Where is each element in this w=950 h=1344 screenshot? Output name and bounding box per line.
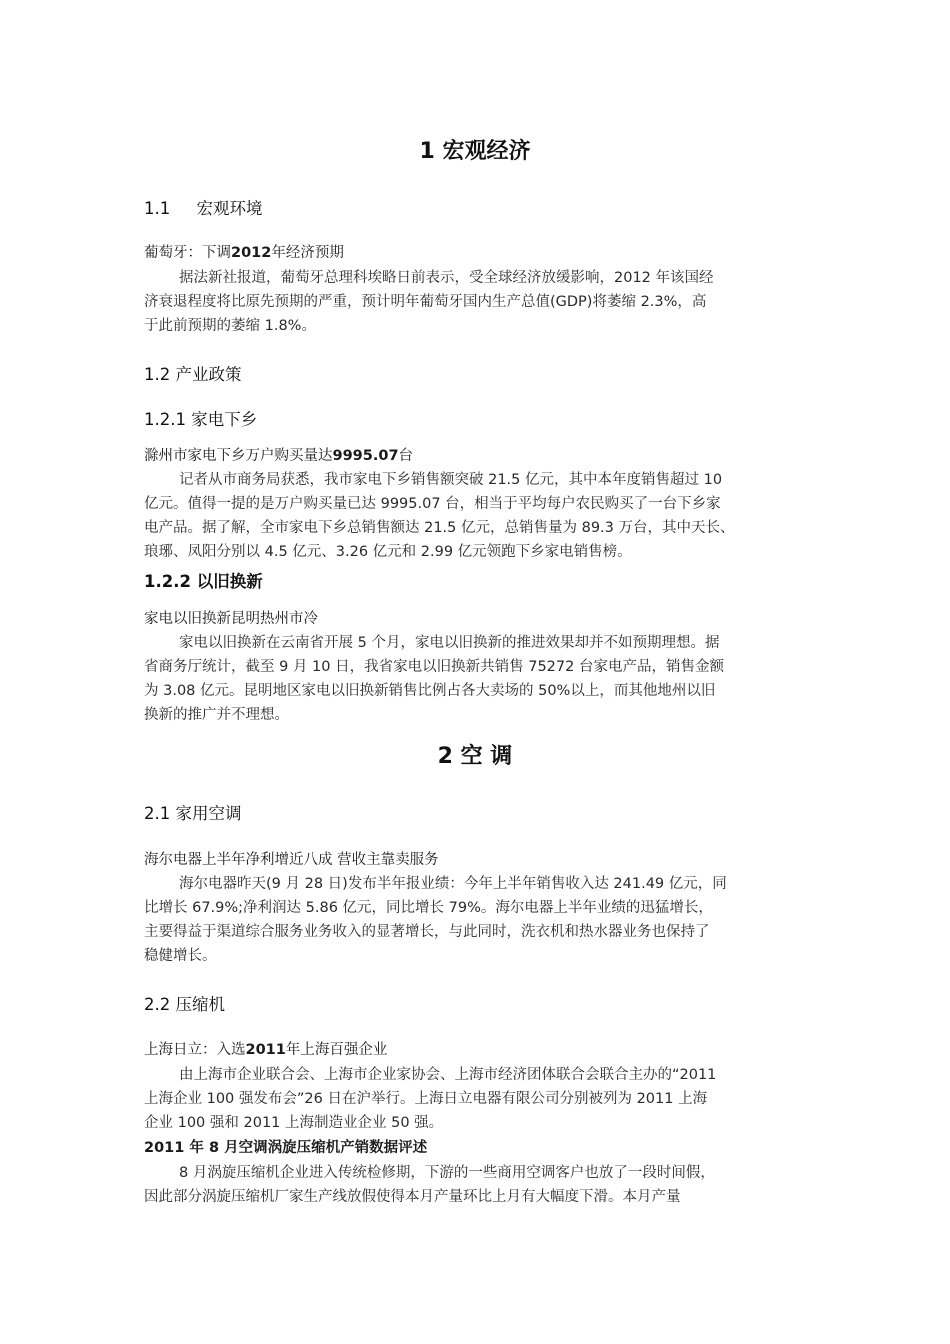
text-line: 省商务厅统计，截至 9 月 10 日，我省家电以旧换新共销售 75272 台家电产品，销售金额 [144,659,724,675]
article-title-chuzhou [144,445,413,467]
article-title-compressor: 2011 年 8 月空调涡旋压缩机产销数据评述 [144,1140,428,1156]
article-title-part: 年上海百强企业 [285,1042,388,1058]
text-line: 亿元。值得一提的是万户购买量已达 9995.07 台，相当于平均每户农民购买了一台下乡家 [144,496,721,512]
text-line: 济衰退程度将比原先预期的严重，预计明年葡萄牙国内生产总值(GDP)将萎缩 2.3%，高 [144,294,707,310]
text-line: 琅琊、凤阳分别以 4.5 亿元、3.26 亿元和 2.99 亿元领跑下乡家电销售榜。 [144,544,632,560]
text-line: 8 月涡旋压缩机企业进入传统检修期，下游的一些商用空调客户也放了一段时间假， [179,1165,715,1181]
text-line: 稳健增长。 [144,948,217,964]
heading-2-1: 2.1 家用空调 [144,804,242,823]
text-line: 换新的推广并不理想。 [144,707,289,723]
section-title-1: 1 宏观经济 [419,139,531,164]
article-body-kunming [144,631,824,727]
article-body-haier [144,872,824,968]
article-body-portugal [144,266,824,338]
article-title-kunming: 家电以旧换新昆明热州市冷 [144,611,318,627]
text-line: 于此前预期的萎缩 1.8%。 [144,318,316,334]
text-line: 因此部分涡旋压缩机厂家生产线放假使得本月产量环比上月有大幅度下滑。本月产量 [144,1189,681,1205]
article-title-number: 9995.07 [332,448,399,464]
article-body-hitachi [144,1063,824,1135]
article-title-year: 2011 [245,1042,286,1058]
text-line: 主要得益于渠道综合服务业务收入的显著增长，与此同时，洗衣机和热水器业务也保持了 [144,924,710,940]
heading-1-2-2: 1.2.2 以旧换新 [144,572,263,591]
article-body-compressor [144,1161,824,1209]
text-line: 家电以旧换新在云南省开展 5 个月，家电以旧换新的推进效果却并不如预期理想。据 [179,635,720,651]
text-line: 记者从市商务局获悉，我市家电下乡销售额突破 21.5 亿元，其中本年度销售超过 10 [179,472,723,488]
article-title-part: 葡萄牙：下调 [144,245,231,261]
article-body-chuzhou [144,468,824,564]
article-title-part: 年经济预期 [271,245,344,261]
article-title-hitachi [144,1039,387,1061]
section-title-2: 2 空 调 [437,744,513,769]
text-line: 企业 100 强和 2011 上海制造业企业 50 强。 [144,1115,444,1131]
text-line: 据法新社报道，葡萄牙总理科埃略日前表示，受全球经济放缓影响，2012 年该国经 [179,270,714,286]
text-line: 电产品。据了解，全市家电下乡总销售额达 21.5 亿元，总销售量为 89.3 万台，其中天长、 [144,520,735,536]
heading-1-2: 1.2 产业政策 [144,365,242,384]
heading-1-1: 1.1 宏观环境 [144,199,263,218]
text-line: 比增长 67.9%;净利润达 5.86 亿元，同比增长 79%。海尔电器上半年业绩的迅猛增长， [144,900,713,916]
text-line: 海尔电器昨天(9 月 28 日)发布半年报业绩：今年上半年销售收入达 241.49 亿元，同 [179,876,727,892]
heading-1-2-1: 1.2.1 家电下乡 [144,410,258,429]
article-title-part: 上海日立：入选 [144,1042,246,1058]
heading-2-2: 2.2 压缩机 [144,995,225,1014]
article-title-haier: 海尔电器上半年净利增近八成 营收主靠卖服务 [144,852,439,868]
article-title-part: 台 [398,448,414,464]
article-title-portugal [144,242,344,264]
text-line: 由上海市企业联合会、上海市企业家协会、上海市经济团体联合会联合主办的“2011 [179,1067,717,1083]
article-title-part: 滁州市家电下乡万户购买量达 [144,448,333,464]
text-line: 为 3.08 亿元。昆明地区家电以旧换新销售比例占各大卖场的 50%以上，而其他地州以旧 [144,683,716,699]
article-title-year: 2012 [231,245,272,261]
text-line: 上海企业 100 强发布会”26 日在沪举行。上海日立电器有限公司分别被列为 2011 上海 [144,1091,708,1107]
